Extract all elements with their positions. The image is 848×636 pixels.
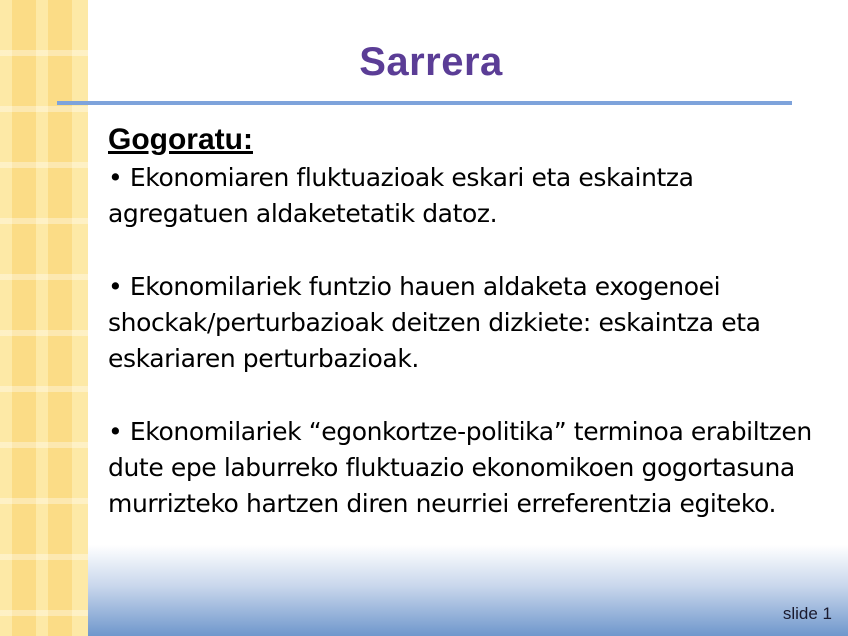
decorative-footer-band xyxy=(88,545,848,636)
slide-heading: Gogoratu: xyxy=(108,123,253,156)
slide-title: Sarrera xyxy=(359,40,503,84)
bullet-paragraph: • Ekonomiaren fluktuazioak eskari eta eskaintza agregatuen aldaketetatik datoz. xyxy=(108,163,694,228)
bullet-paragraph: • Ekonomilariek funtzio hauen aldaketa exogenoei shockak/perturbazioak deitzen dizkiete: eskaintza eta eskariaren perturbazioak. xyxy=(108,272,761,373)
slide-body xyxy=(108,120,828,522)
decorative-left-band xyxy=(0,0,88,636)
title-divider xyxy=(57,101,792,105)
bullet-paragraph: • Ekonomilariek “egonkortze-politika” terminoa erabiltzen dute epe laburreko fluktuazio ekonomikoen gogortasuna murrizteko hartzen diren neurriei erreferentzia egiteko. xyxy=(108,417,812,518)
slide-number: slide 1 xyxy=(782,604,832,623)
